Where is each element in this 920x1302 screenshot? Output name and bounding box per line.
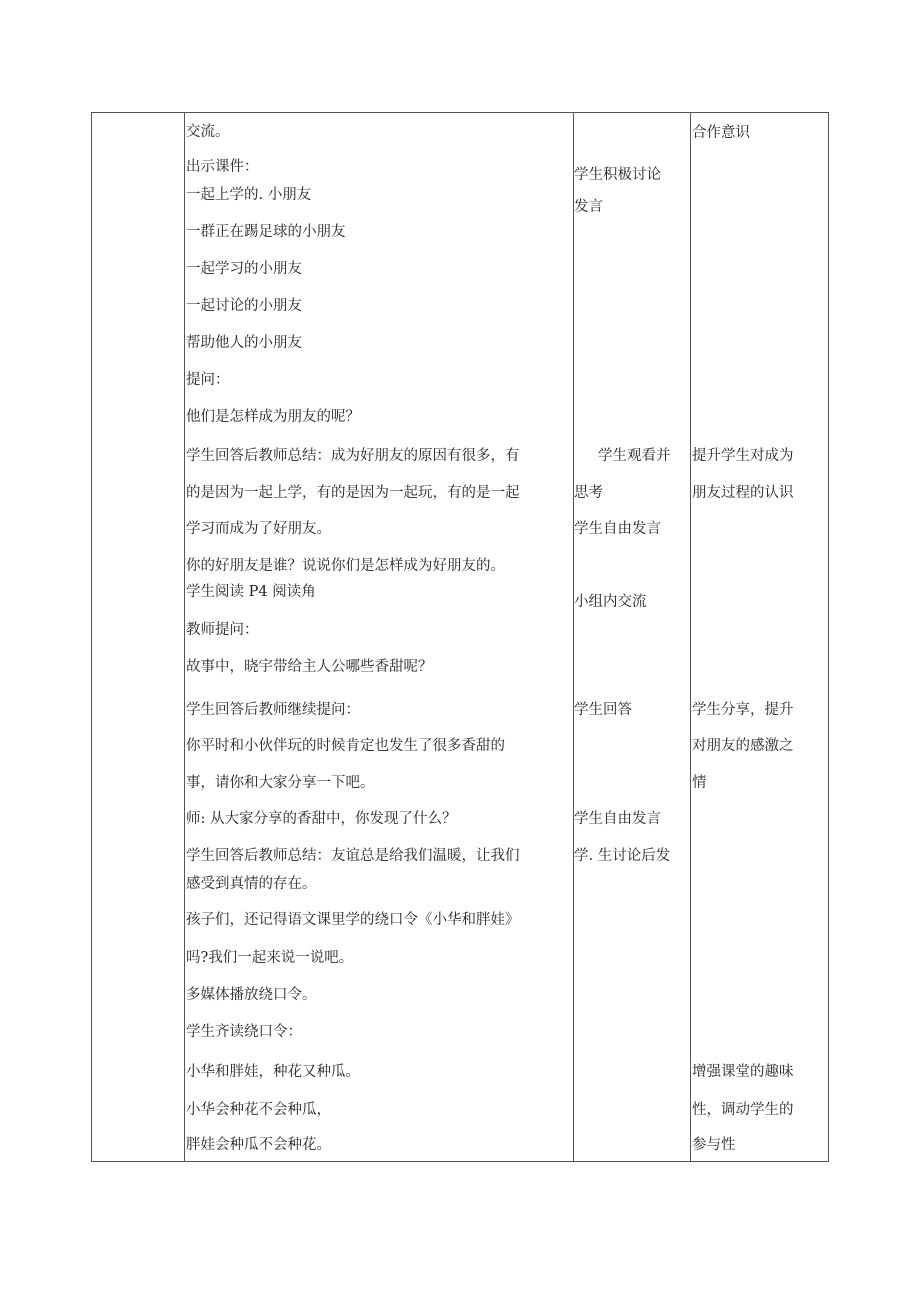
process-line: 一起学习的小朋友	[186, 261, 302, 277]
student-activity-line: 学生回答	[574, 702, 632, 718]
process-line: 你平时和小伙伴玩的时候肯定也发生了很多香甜的	[186, 738, 505, 754]
design-intent-line: 朋友过程的认识	[692, 485, 794, 501]
column-divider	[690, 113, 691, 1161]
process-line: 孩子们，还记得语文课里学的绕口令《小华和胖娃》	[186, 912, 520, 928]
process-line: 提问：	[186, 372, 230, 388]
process-line: 学习而成为了好朋友。	[186, 521, 331, 537]
process-line: 学生回答后教师继续提问：	[186, 702, 360, 718]
design-intent-line: 增强课堂的趣味	[692, 1064, 794, 1080]
lesson-plan-table	[91, 112, 829, 1162]
process-line: 一群正在踢足球的小朋友	[186, 224, 346, 240]
process-line: 小华会种花不会种瓜，	[186, 1102, 331, 1118]
student-activity-line: 学生自由发言	[574, 811, 661, 827]
process-line: 学生阅读 P4 阅读角	[186, 584, 316, 600]
design-intent-line: 参与性	[692, 1137, 736, 1153]
process-line: 的是因为一起上学，有的是因为一起玩，有的是一起	[186, 485, 520, 501]
student-activity-line: 小组内交流	[574, 594, 647, 610]
column-divider	[184, 113, 185, 1161]
process-line: 学生齐读绕口令：	[186, 1024, 302, 1040]
process-line: 故事中，晓宇带给主人公哪些香甜呢？	[186, 659, 433, 675]
process-line: 学生回答后教师总结：友谊总是给我们温暖，让我们	[186, 848, 520, 864]
process-line: 交流。	[186, 124, 230, 140]
process-line: 学生回答后教师总结：成为好朋友的原因有很多，有	[186, 448, 520, 464]
design-intent-line: 提升学生对成为	[692, 448, 794, 464]
design-intent-line: 学生分享，提升	[692, 702, 794, 718]
process-line: 多媒体播放绕口令。	[186, 987, 317, 1003]
process-line: 感受到真情的存在。	[186, 876, 317, 892]
process-line: 一起上学的. 小朋友	[186, 187, 312, 203]
student-activity-line: 思考	[574, 485, 603, 501]
process-line: 事，请你和大家分享一下吧。	[186, 775, 375, 791]
process-line: 胖娃会种瓜不会种花。	[186, 1137, 331, 1153]
student-activity-line: 发言	[574, 199, 603, 215]
design-intent-line: 对朋友的感激之	[692, 738, 794, 754]
student-activity-line: 学生积极讨论	[574, 167, 661, 183]
design-intent-line: 性，调动学生的	[692, 1102, 794, 1118]
student-activity-line: 学生观看并	[598, 448, 671, 464]
process-line: 你的好朋友是谁？说说你们是怎样成为好朋友的。	[186, 558, 505, 574]
process-line: 出示课件：	[186, 159, 259, 175]
process-line: 一起讨论的小朋友	[186, 298, 302, 314]
design-intent-line: 情	[692, 775, 707, 791]
column-divider	[573, 113, 574, 1161]
process-line: 教师提问：	[186, 622, 259, 638]
process-line: 帮助他人的小朋友	[186, 335, 302, 351]
process-line: 吗?我们一起来说一说吧。	[186, 950, 354, 966]
student-activity-line: 学生自由发言	[574, 521, 661, 537]
process-line: 他们是怎样成为朋友的呢？	[186, 409, 360, 425]
process-line: 师: 从大家分享的香甜中，你发现了什么？	[186, 811, 457, 827]
student-activity-line: 学. 生讨论后发	[574, 848, 671, 864]
design-intent-line: 合作意识	[692, 125, 750, 141]
process-line: 小华和胖娃，种花又种瓜。	[186, 1064, 360, 1080]
